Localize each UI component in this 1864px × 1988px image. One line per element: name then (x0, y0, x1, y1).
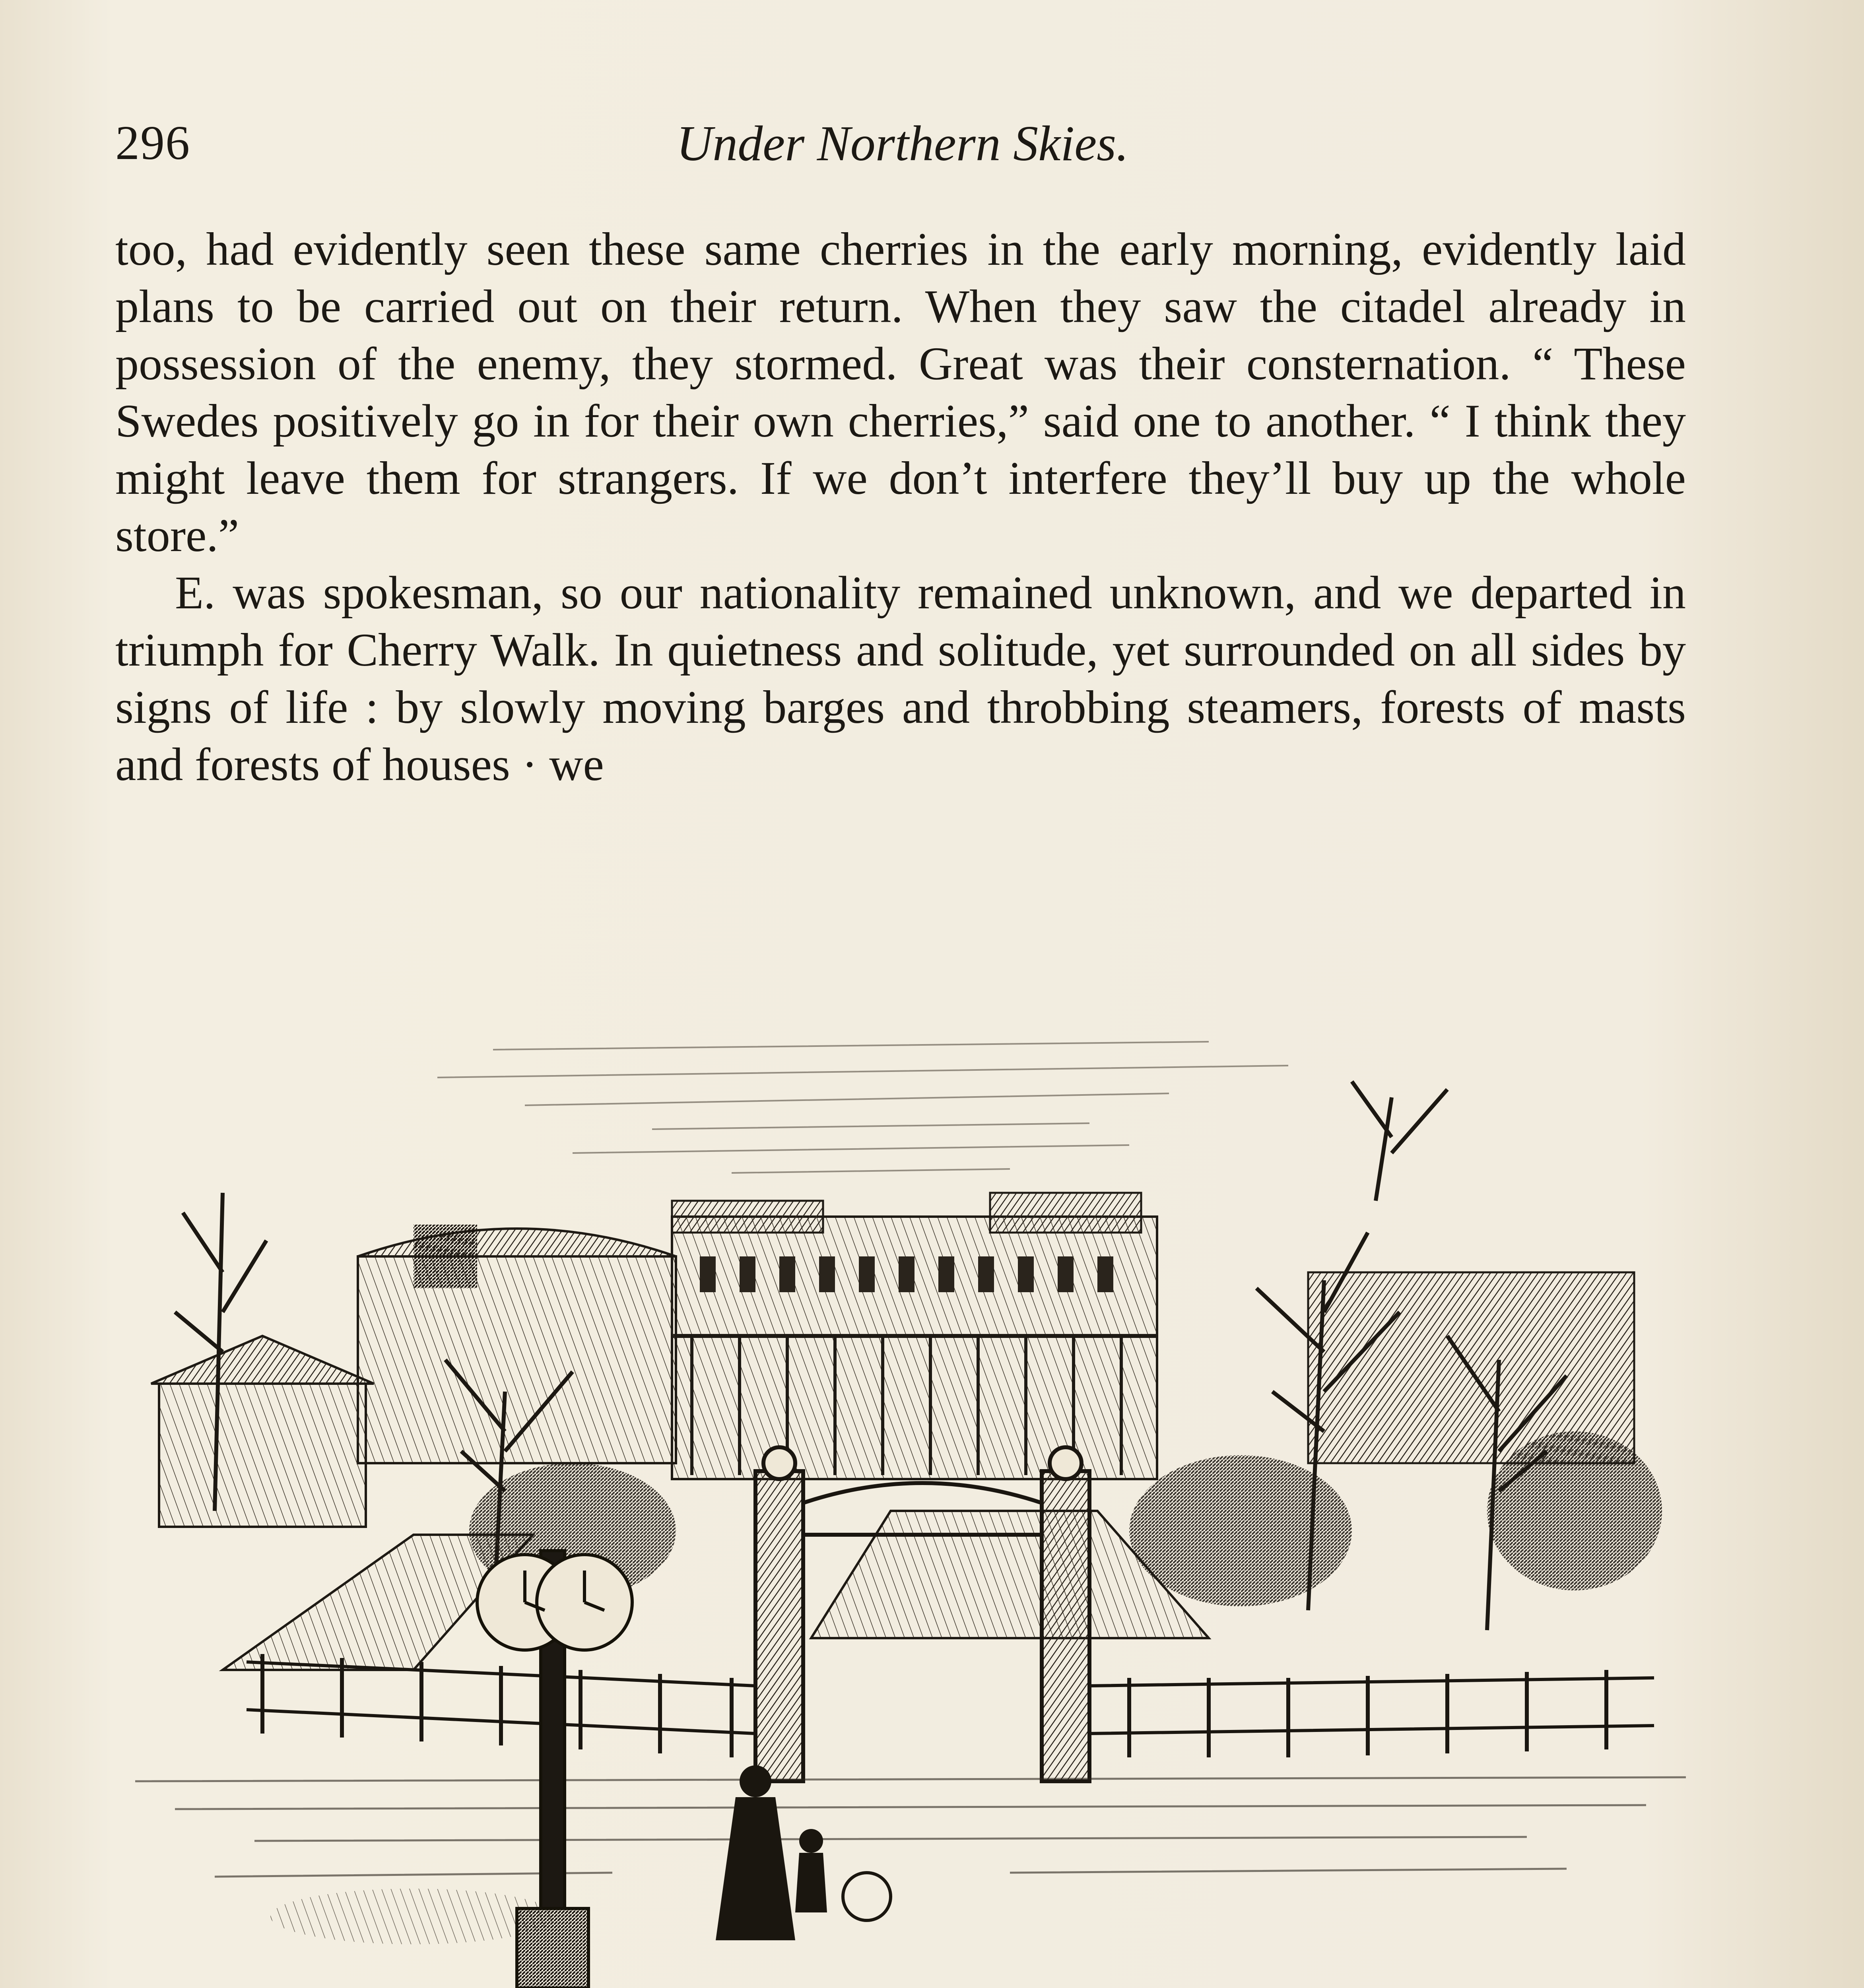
paragraph: too, had evidently seen these same cherries in the early morning, evidently laid plans to be carried out on their return. When they saw the citadel already in possession of the enemy, they stormed. Great was their consternation. “ These Swedes positively go in for their own cherries,” said one to another. “ I think they might leave them for strangers. If we don’t interfere they’ll buy up the whole store.” (115, 223, 1686, 561)
woman-and-child (716, 1765, 891, 1940)
running-title: Under Northern Skies. (676, 116, 1129, 171)
body-text-top (115, 221, 1686, 793)
engraving-illustration (135, 1034, 1686, 1988)
hotel-buildings (151, 1193, 1634, 1527)
paragraph: E. was spokesman, so our nationality remained unknown, and we departed in triumph for Cherry Walk. In quietness and solitude, yet surrounded on all sides by signs of life : by slowly moving barges and throbbing steamers, forests of masts and forests of houses · we (115, 567, 1686, 790)
hasselbacken-engraving (135, 1034, 1686, 1988)
page-number: 296 (115, 116, 190, 170)
picket-fence (247, 1654, 1654, 1757)
roadway (135, 1777, 1686, 1877)
page-header (115, 107, 1690, 175)
sky-hatching (437, 1042, 1288, 1173)
